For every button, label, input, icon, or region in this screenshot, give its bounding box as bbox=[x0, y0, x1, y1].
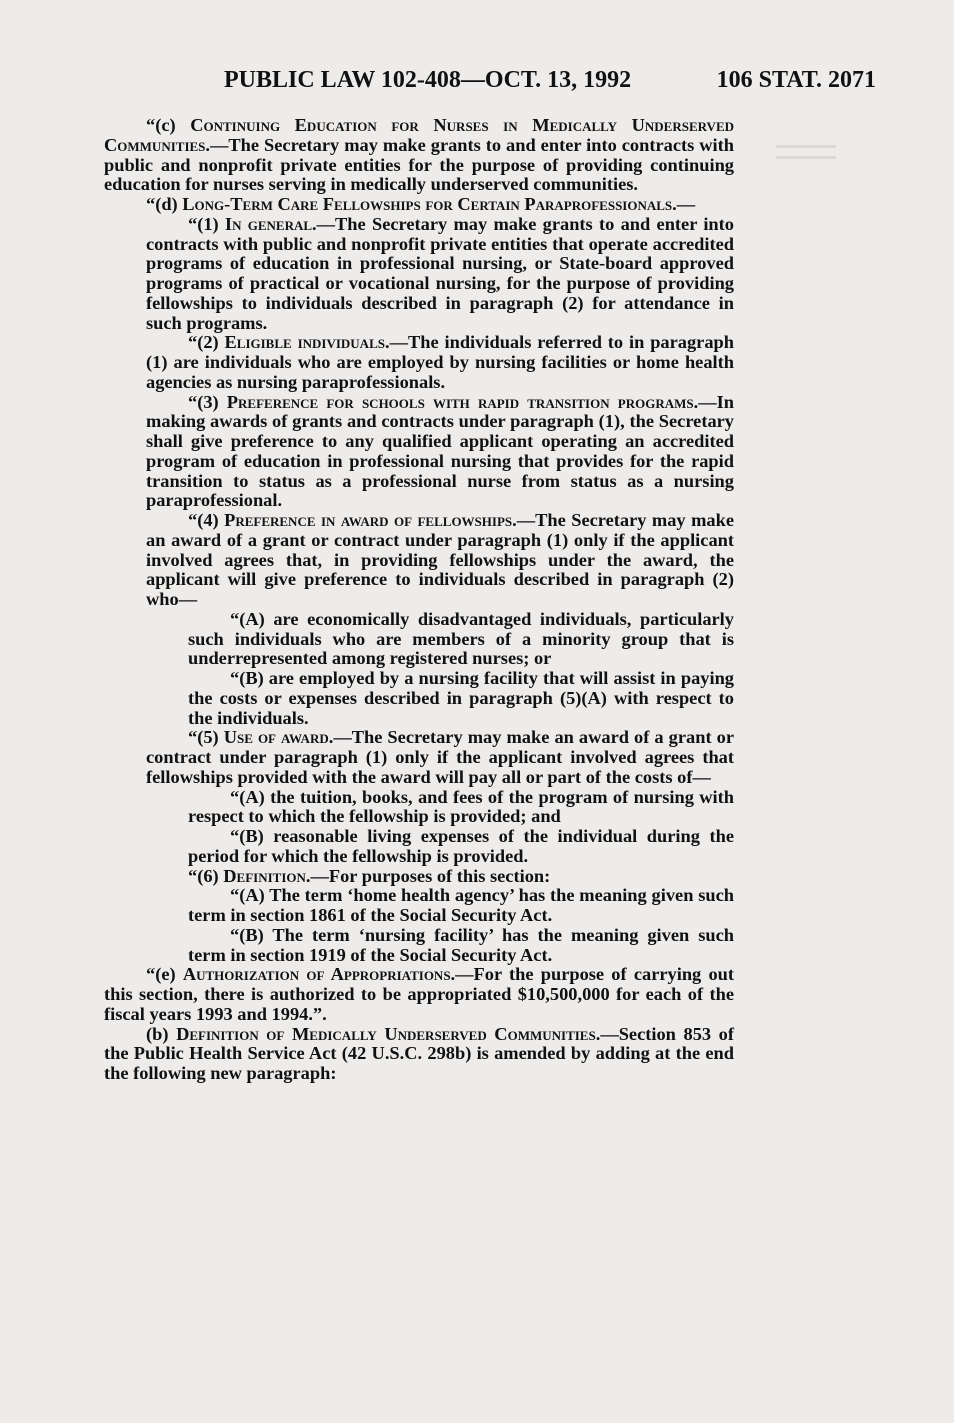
paragraph-heading: Preference for schools with rapid transition programs. bbox=[226, 391, 699, 412]
statute-paragraph bbox=[104, 116, 734, 195]
paragraph-designator: “(4) bbox=[188, 510, 225, 530]
statute-paragraph bbox=[104, 965, 734, 1024]
statute-paragraph bbox=[104, 886, 734, 926]
paragraph-designator: “(1) bbox=[188, 213, 225, 234]
statute-paragraph bbox=[104, 867, 734, 887]
paragraph-heading: Definition. bbox=[223, 865, 311, 886]
statute-paragraph bbox=[104, 511, 734, 610]
statute-paragraph bbox=[104, 195, 734, 215]
statute-paragraph bbox=[104, 1025, 734, 1084]
paragraph-text: The term ‘nursing facility’ has the meaning given such term in section 1919 of the Social Security Act. bbox=[188, 924, 734, 965]
statute-paragraph bbox=[104, 393, 734, 512]
paragraph-heading: Use of award. bbox=[223, 727, 334, 748]
paragraph-designator: “(A) bbox=[230, 608, 274, 629]
statute-paragraph bbox=[104, 788, 734, 828]
paragraph-designator: “(2) bbox=[188, 332, 225, 353]
paragraph-designator: “(d) bbox=[146, 194, 183, 214]
statute-paragraph bbox=[104, 728, 734, 787]
statute-paragraph bbox=[104, 669, 734, 728]
statute-paragraph bbox=[104, 926, 734, 966]
paragraph-text: —For purposes of this section: bbox=[310, 865, 551, 886]
stat-page-number: 106 STAT. 2071 bbox=[716, 67, 876, 93]
paragraph-text: —Section 853 of the Public Health Service Act (42 U.S.C. 298b) is amended by adding at the end the following new paragraph: bbox=[104, 1023, 735, 1083]
paragraph-text: The term ‘home health agency’ has the meaning given such term in section 1861 of the Social Security Act. bbox=[188, 885, 734, 925]
paragraph-heading: In general. bbox=[224, 213, 317, 234]
paragraph-designator: “(6) bbox=[188, 865, 224, 886]
paragraph-designator: “(3) bbox=[188, 391, 227, 412]
paragraph-text: —The Secretary may make grants to and enter into contracts with public and nonprofit private entities that operate accredited programs of education in professional nursing, or State-board approved programs of practical or vocational nursing, for the purpose of providing fellowships to individuals described in paragraph (2) for attendance in such programs. bbox=[146, 213, 734, 333]
paragraph-designator: “(c) bbox=[146, 115, 191, 135]
paragraph-text: —The individuals referred to in paragraph (1) are individuals who are employed by nursing facilities or home health agencies as nursing paraprofessionals. bbox=[146, 332, 734, 392]
paragraph-heading: Preference in award of fellowships. bbox=[224, 510, 517, 530]
paragraph-text: reasonable living expenses of the individual during the period for which the fellowship is provided. bbox=[188, 826, 734, 866]
statute-paragraph bbox=[104, 827, 734, 867]
paragraph-text: —In making awards of grants and contracts under paragraph (1), the Secretary shall give preference to any qualified applicant operating an accredited program of education in professional nursing that provides for the rapid transition to status as a professional nurse from status as a nursing paraprofessional. bbox=[146, 391, 734, 511]
running-title: PUBLIC LAW 102-408—OCT. 13, 1992 bbox=[224, 67, 632, 93]
statute-paragraph bbox=[104, 610, 734, 669]
statute-body bbox=[104, 116, 734, 1084]
paragraph-designator: “(e) bbox=[146, 964, 183, 985]
paragraph-heading: Eligible individuals. bbox=[224, 332, 390, 353]
paragraph-designator: “(B) bbox=[230, 924, 273, 945]
paragraph-text: —The Secretary may make grants to and enter into contracts with public and nonprofit private entities for the purpose of providing continuing education for nurses serving in medically underserved communities. bbox=[104, 134, 734, 195]
paragraph-text: — bbox=[676, 194, 696, 214]
paragraph-text: —The Secretary may make an award of a grant or contract under paragraph (1) only if the applicant involved agrees that, in providing fellowships under the award, the applicant will give preference to individuals described in paragraph (2) who— bbox=[146, 510, 734, 609]
statute-paragraph bbox=[104, 215, 734, 334]
paragraph-designator: “(B) bbox=[230, 826, 274, 846]
paragraph-text: are employed by a nursing facility that will assist in paying the costs or expenses described in paragraph (5)(A) with respect to the individuals. bbox=[188, 668, 734, 728]
paragraph-heading: Authorization of Appropriations. bbox=[182, 964, 456, 985]
paragraph-text: are economically disadvantaged individuals, particularly such individuals who are members of a minority group that is underrepresented among registered nurses; or bbox=[188, 608, 734, 669]
paragraph-heading: Definition of Medically Underserved Communities. bbox=[176, 1023, 601, 1044]
paragraph-heading: Long-Term Care Fellowships for Certain Paraprofessionals. bbox=[182, 194, 677, 214]
statute-paragraph bbox=[104, 333, 734, 392]
paragraph-designator: “(B) bbox=[230, 668, 269, 688]
paragraph-designator: “(A) bbox=[230, 786, 271, 807]
paragraph-designator: “(5) bbox=[188, 727, 224, 748]
paragraph-designator: “(A) bbox=[230, 885, 270, 906]
paragraph-text: —The Secretary may make an award of a grant or contract under paragraph (1) only if the applicant involved agrees that fellowships provided with the award will pay all or part of the costs of— bbox=[146, 727, 734, 787]
paragraph-heading: Continuing Education for Nurses in Medically Underserved Communities. bbox=[104, 115, 734, 155]
paragraph-text: —For the purpose of carrying out this section, there is authorized to be appropriated $10,500,000 for each of the fiscal years 1993 and 1994.”. bbox=[104, 964, 734, 1024]
paragraph-designator: (b) bbox=[146, 1023, 177, 1044]
paragraph-text: the tuition, books, and fees of the program of nursing with respect to which the fellowship is provided; and bbox=[188, 786, 734, 827]
bleed-through-margin-note bbox=[776, 145, 836, 185]
